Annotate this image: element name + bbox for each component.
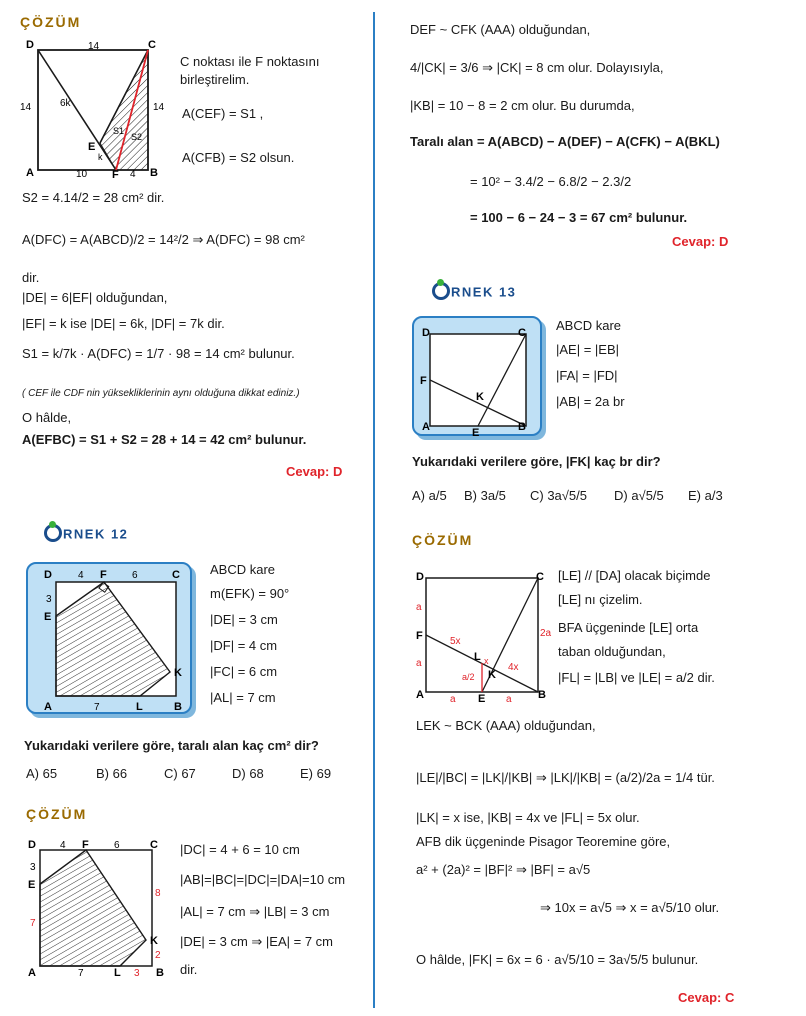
- ex12-label-E: E: [44, 611, 52, 623]
- ex12-option-d: D) 68: [232, 766, 264, 781]
- sol2-label-D: D: [28, 839, 36, 851]
- solution-heading-3: ÇÖZÜM: [412, 532, 474, 548]
- sol2-label-L: L: [114, 967, 121, 979]
- sol3-a-lower: a: [416, 658, 422, 669]
- sol3-x: x: [484, 656, 489, 666]
- sol2-label-C: C: [150, 839, 158, 851]
- example-circle-icon: [44, 524, 62, 542]
- ck-line: 4/|CK| = 3/6 ⇒ |CK| = 8 cm olur. Dolayısıyla,: [410, 60, 664, 75]
- example-13-title: RNEK 13: [432, 284, 516, 302]
- kb-line: |KB| = 10 − 8 = 2 cm olur. Bu durumda,: [410, 98, 635, 113]
- intro-line-1: C noktası ile F noktasını: [180, 54, 320, 69]
- fig1-bottom-10: 10: [76, 169, 88, 178]
- sol2-left-7: 7: [30, 918, 36, 929]
- example-circle-icon: [432, 282, 450, 300]
- s2-calc: S2 = 4.14/2 = 28 cm² dir.: [22, 190, 165, 205]
- fig1-right-length: 14: [153, 102, 165, 113]
- sol2-label-F: F: [82, 839, 89, 851]
- sol3-similarity: LEK ~ BCK (AAA) olduğundan,: [416, 718, 596, 733]
- sol2-bottom-7: 7: [78, 968, 84, 979]
- sol3-label-L: L: [474, 651, 481, 663]
- sol3-label-C: C: [536, 571, 544, 583]
- ex12-given-0: ABCD kare: [210, 562, 276, 577]
- sol2-line-1: |AB|=|BC|=|DC|=|DA|=10 cm: [180, 872, 346, 887]
- ex12-label-C: C: [172, 569, 180, 581]
- ex12-label-B: B: [174, 701, 182, 713]
- fig1-label-A: A: [26, 167, 34, 178]
- sol2-top-6: 6: [114, 840, 120, 851]
- solution-3-figure: [410, 566, 560, 706]
- sol3-a-bottom-right: a: [506, 694, 512, 705]
- dfc-area-calc: A(DFC) = A(ABCD)/2 = 14²/2 ⇒ A(DFC) = 98 cm²: [22, 232, 305, 247]
- s1-calc: S1 = k/7k · A(DFC) = 1/7 · 98 = 14 cm² bulunur.: [22, 346, 295, 361]
- fig1-left-length: 14: [20, 102, 32, 113]
- sol2-bottom-3: 3: [134, 968, 140, 979]
- ex12-given-2: |DE| = 3 cm: [210, 612, 278, 627]
- ex13-label-E: E: [472, 427, 480, 438]
- ex12-top-4: 4: [78, 570, 84, 581]
- answer-1: Cevap: D: [286, 464, 343, 479]
- square-figure-1: [18, 38, 178, 178]
- fig1-s1: S1: [113, 126, 125, 136]
- solution-heading-2: ÇÖZÜM: [26, 806, 88, 822]
- sol3-label-B: B: [538, 689, 546, 701]
- ex12-option-b: B) 66: [96, 766, 128, 781]
- sol3-x-value: ⇒ 10x = a√5 ⇒ x = a√5/10 olur.: [540, 900, 720, 915]
- height-note: ( CEF ile CDF nin yüksekliklerinin aynı olduğuna dikkat ediniz.): [22, 388, 300, 399]
- sol3-a-upper: a: [416, 602, 422, 613]
- ex13-option-a: A) a/5: [412, 488, 447, 503]
- ex13-question: Yukarıdaki verilere göre, |FK| kaç br dir?: [412, 454, 661, 469]
- sol2-label-K: K: [150, 935, 158, 947]
- ex13-label-B: B: [518, 421, 526, 433]
- ratio-line: |DE| = 6|EF| olduğundan,: [22, 290, 168, 305]
- ex13-option-b: B) 3a/5: [464, 488, 506, 503]
- sol3-label-D: D: [416, 571, 424, 583]
- example-13-figure: [414, 318, 544, 438]
- fig1-bottom-4: 4: [130, 169, 136, 178]
- sol3-text-4: taban olduğundan,: [558, 644, 666, 659]
- fig1-k: k: [98, 152, 103, 162]
- ex13-given-3: |AB| = 2a br: [556, 394, 625, 409]
- ex13-option-d: D) a√5/5: [614, 488, 664, 503]
- ex12-bottom-7: 7: [94, 702, 100, 713]
- sol2-line-3: |DE| = 3 cm ⇒ |EA| = 7 cm: [180, 934, 333, 949]
- ex13-option-e: E) a/3: [688, 488, 723, 503]
- ex12-given-5: |AL| = 7 cm: [210, 690, 276, 705]
- k-line: |EF| = k ise |DE| = 6k, |DF| = 7k dir.: [22, 316, 225, 331]
- ex13-given-2: |FA| = |FD|: [556, 368, 618, 383]
- sol2-line-4: dir.: [180, 962, 198, 977]
- sol3-a-half: a/2: [462, 672, 475, 682]
- fig1-label-B: B: [150, 167, 158, 178]
- example-12-figure-box: [26, 562, 192, 714]
- sol3-text-5: |FL| = |LB| ve |LE| = a/2 dir.: [558, 670, 715, 685]
- sol2-label-B: B: [156, 967, 164, 979]
- ex12-given-3: |DF| = 4 cm: [210, 638, 278, 653]
- fig1-s2: S2: [131, 132, 143, 142]
- fig1-6k: 6k: [60, 98, 71, 109]
- ex13-label-A: A: [422, 421, 430, 433]
- sol3-fk-result: O hâlde, |FK| = 6x = 6 · a√5/10 = 3a√5/5 bulunur.: [416, 952, 699, 967]
- sol3-text-1: [LE] // [DA] olacak biçimde: [558, 568, 711, 583]
- fig1-top-length: 14: [88, 41, 100, 52]
- intro-line-2: birleştirelim.: [180, 72, 250, 87]
- answer-2: Cevap: D: [672, 234, 729, 249]
- ex13-label-C: C: [518, 327, 526, 339]
- sol3-lengths: |LK| = x ise, |KB| = 4x ve |FL| = 5x olur.: [416, 810, 640, 825]
- sol3-4x: 4x: [508, 662, 519, 673]
- ex12-question: Yukarıdaki verilere göre, taralı alan kaç cm² dir?: [24, 738, 319, 753]
- similarity-line: DEF ~ CFK (AAA) olduğundan,: [410, 22, 591, 37]
- ex12-option-c: C) 67: [164, 766, 196, 781]
- sol3-ratio: |LE|/|BC| = |LK|/|KB| ⇒ |LK|/|KB| = (a/2)/2a = 1/4 tür.: [416, 770, 715, 785]
- sol3-pythagoras: AFB dik üçgeninde Pisagor Teoremine göre,: [416, 834, 671, 849]
- o-halde-1: O hâlde,: [22, 410, 72, 425]
- example-12-title: RNEK 12: [44, 526, 128, 544]
- example-13-figure-box: [412, 316, 542, 436]
- fig1-label-F: F: [112, 169, 119, 178]
- solution-2-figure: [24, 836, 172, 982]
- s2-definition: A(CFB) = S2 olsun.: [182, 150, 295, 165]
- sol2-right-8: 8: [155, 888, 161, 899]
- answer-3: Cevap: C: [678, 990, 735, 1005]
- sol3-label-A: A: [416, 689, 424, 701]
- sol3-text-2: [LE] nı çizelim.: [558, 592, 643, 607]
- sol3-2a: 2a: [540, 628, 552, 639]
- ex13-option-c: C) 3a√5/5: [530, 488, 587, 503]
- ex12-top-6: 6: [132, 570, 138, 581]
- ex13-given-0: ABCD kare: [556, 318, 622, 333]
- sol2-top-4: 4: [60, 840, 66, 851]
- sol3-label-F: F: [416, 630, 423, 642]
- sol3-label-E: E: [478, 693, 486, 705]
- example-12-figure: [28, 564, 194, 716]
- ex12-left-3: 3: [46, 594, 52, 605]
- fig1-label-E: E: [88, 141, 96, 153]
- ex13-label-K: K: [476, 391, 484, 403]
- sol3-text-3: BFA üçgeninde [LE] orta: [558, 620, 699, 635]
- sol3-label-K: K: [488, 669, 496, 681]
- sol2-left-3: 3: [30, 862, 36, 873]
- sol2-right-2: 2: [155, 950, 161, 961]
- fig1-label-D: D: [26, 39, 34, 51]
- ex12-option-e: E) 69: [300, 766, 332, 781]
- sol3-5x: 5x: [450, 636, 461, 647]
- sol2-line-0: |DC| = 4 + 6 = 10 cm: [180, 842, 300, 857]
- ex12-label-K: K: [174, 667, 182, 679]
- ex12-label-L: L: [136, 701, 143, 713]
- sol2-label-E: E: [28, 879, 36, 891]
- sol2-label-A: A: [28, 967, 36, 979]
- ex12-given-4: |FC| = 6 cm: [210, 664, 278, 679]
- sol3-bf: a² + (2a)² = |BF|² ⇒ |BF| = a√5: [416, 862, 591, 877]
- sol2-line-2: |AL| = 7 cm ⇒ |LB| = 3 cm: [180, 904, 330, 919]
- ex12-option-a: A) 65: [26, 766, 58, 781]
- ex13-given-1: |AE| = |EB|: [556, 342, 620, 357]
- shaded-area-values: = 10² − 3.4/2 − 6.8/2 − 2.3/2: [470, 174, 632, 189]
- shaded-area-result: = 100 − 6 − 24 − 3 = 67 cm² bulunur.: [470, 210, 688, 225]
- ex13-label-D: D: [422, 327, 430, 339]
- column-divider: [373, 12, 375, 1008]
- fig1-label-C: C: [148, 39, 156, 51]
- ex12-label-D: D: [44, 569, 52, 581]
- ex12-label-F: F: [100, 569, 107, 581]
- s1-definition: A(CEF) = S1 ,: [182, 106, 264, 121]
- ex13-label-F: F: [420, 375, 427, 387]
- ex12-label-A: A: [44, 701, 52, 713]
- shaded-area-formula: Taralı alan = A(ABCD) − A(DEF) − A(CFK) − A(BKL): [410, 134, 720, 149]
- solution-heading-1: ÇÖZÜM: [20, 14, 82, 30]
- efbc-result: A(EFBC) = S1 + S2 = 28 + 14 = 42 cm² bulunur.: [22, 432, 307, 447]
- sol3-a-bottom-left: a: [450, 694, 456, 705]
- ex12-given-1: m(EFK) = 90°: [210, 586, 290, 601]
- dfc-area-dir: dir.: [22, 270, 40, 285]
